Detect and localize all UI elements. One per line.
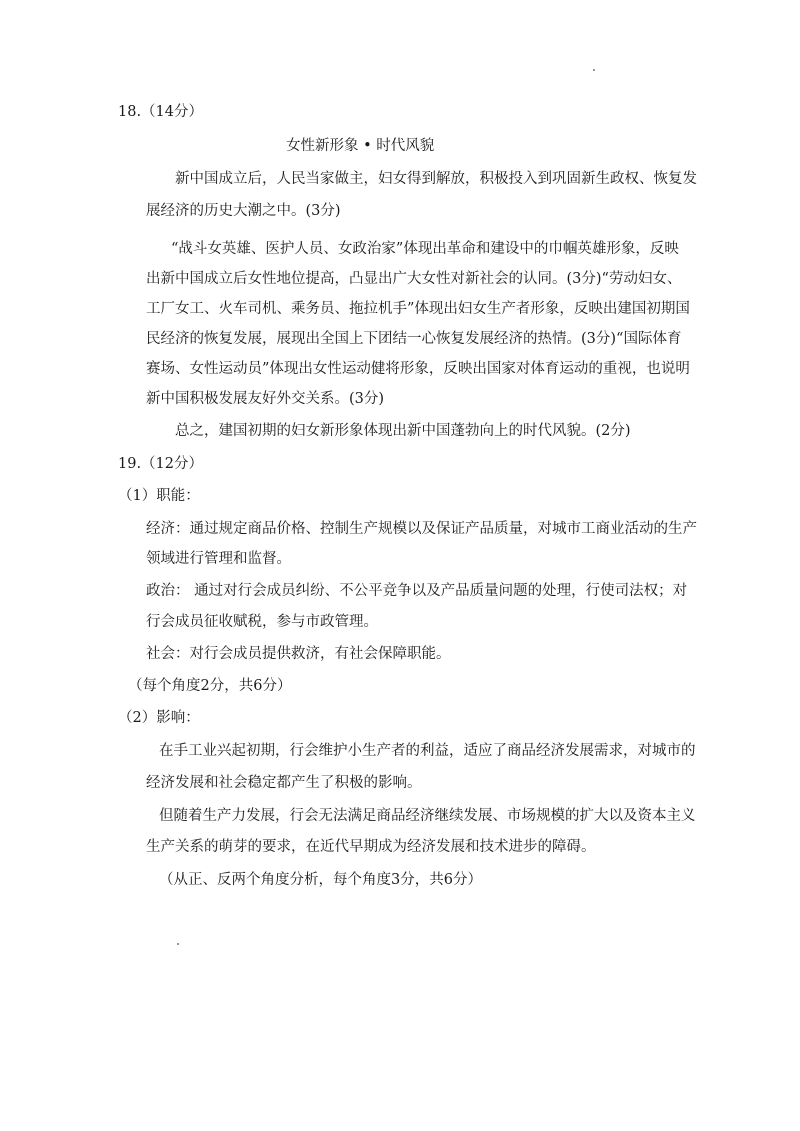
q19-economy-line1: 经济：通过规定商品价格、控制生产规模以及保证产品质量，对城市工商业活动的生产	[146, 521, 697, 537]
q18-para2-line6: 新中国积极发展友好外交关系。(3分)	[146, 391, 385, 407]
q19-economy-line2: 领域进行管理和监督。	[146, 551, 291, 567]
q19-part2-score: （从正、反两个角度分析，每个角度3分，共6分）	[159, 872, 482, 888]
q19-society: 社会：对行会成员提供救济，有社会保障职能。	[146, 646, 451, 662]
q18-para2-line5: 赛场、女性运动员”体现出女性运动健将形象，反映出国家对体育运动的重视，也说明	[146, 361, 690, 377]
q18-heading: 18.（14分）	[118, 104, 204, 120]
q19-impact2-line2: 生产关系的萌芽的要求，在近代早期成为经济发展和技术进步的障碍。	[146, 839, 596, 855]
q19-politics-line2: 行会成员征收赋税，参与市政管理。	[146, 614, 378, 630]
q18-title: 女性新形象 • 时代风貌	[286, 138, 435, 154]
q19-impact1-line2: 经济发展和社会稳定都产生了积极的影响。	[146, 775, 422, 791]
q19-impact1-line1: 在手工业兴起初期，行会维护小生产者的利益，适应了商品经济发展需求，对城市的	[159, 743, 696, 759]
q18-para1-line2: 展经济的历史大潮之中。(3分)	[146, 203, 341, 219]
q18-para1-line1: 新中国成立后，人民当家做主，妇女得到解放，积极投入到巩固新生政权、恢复发	[175, 171, 697, 187]
scan-speck-top	[593, 69, 595, 71]
q19-part1-score: （每个角度2分，共6分）	[128, 678, 292, 694]
q18-para2-line2: 出新中国成立后女性地位提高，凸显出广大女性对新社会的认同。(3分)“劳动妇女、	[146, 271, 682, 287]
q19-heading: 19.（12分）	[118, 456, 204, 472]
q19-politics-line1: 政治： 通过对行会成员纠纷、不公平竞争以及产品质量问题的处理，行使司法权；对	[146, 583, 688, 599]
q19-part2-heading: （2）影响：	[118, 710, 200, 726]
q18-para2-line3: 工厂女工、火车司机、乘务员、拖拉机手”体现出妇女生产者形象，反映出建国初期国	[146, 301, 690, 317]
q18-para2-line4: 民经济的恢复发展，展现出全国上下团结一心恢复发展经济的热情。(3分)“国际体育	[146, 331, 682, 347]
q18-para2-line1: “战斗女英雄、医护人员、女政治家”体现出革命和建设中的巾帼英雄形象，反映	[171, 241, 679, 257]
q19-impact2-line1: 但随着生产力发展，行会无法满足商品经济继续发展、市场规模的扩大以及资本主义	[159, 808, 696, 824]
q19-part1-heading: （1）职能：	[118, 488, 200, 504]
q18-conclusion: 总之，建国初期的妇女新形象体现出新中国蓬勃向上的时代风貌。(2分)	[175, 423, 631, 439]
scan-speck-bottom	[177, 943, 179, 945]
